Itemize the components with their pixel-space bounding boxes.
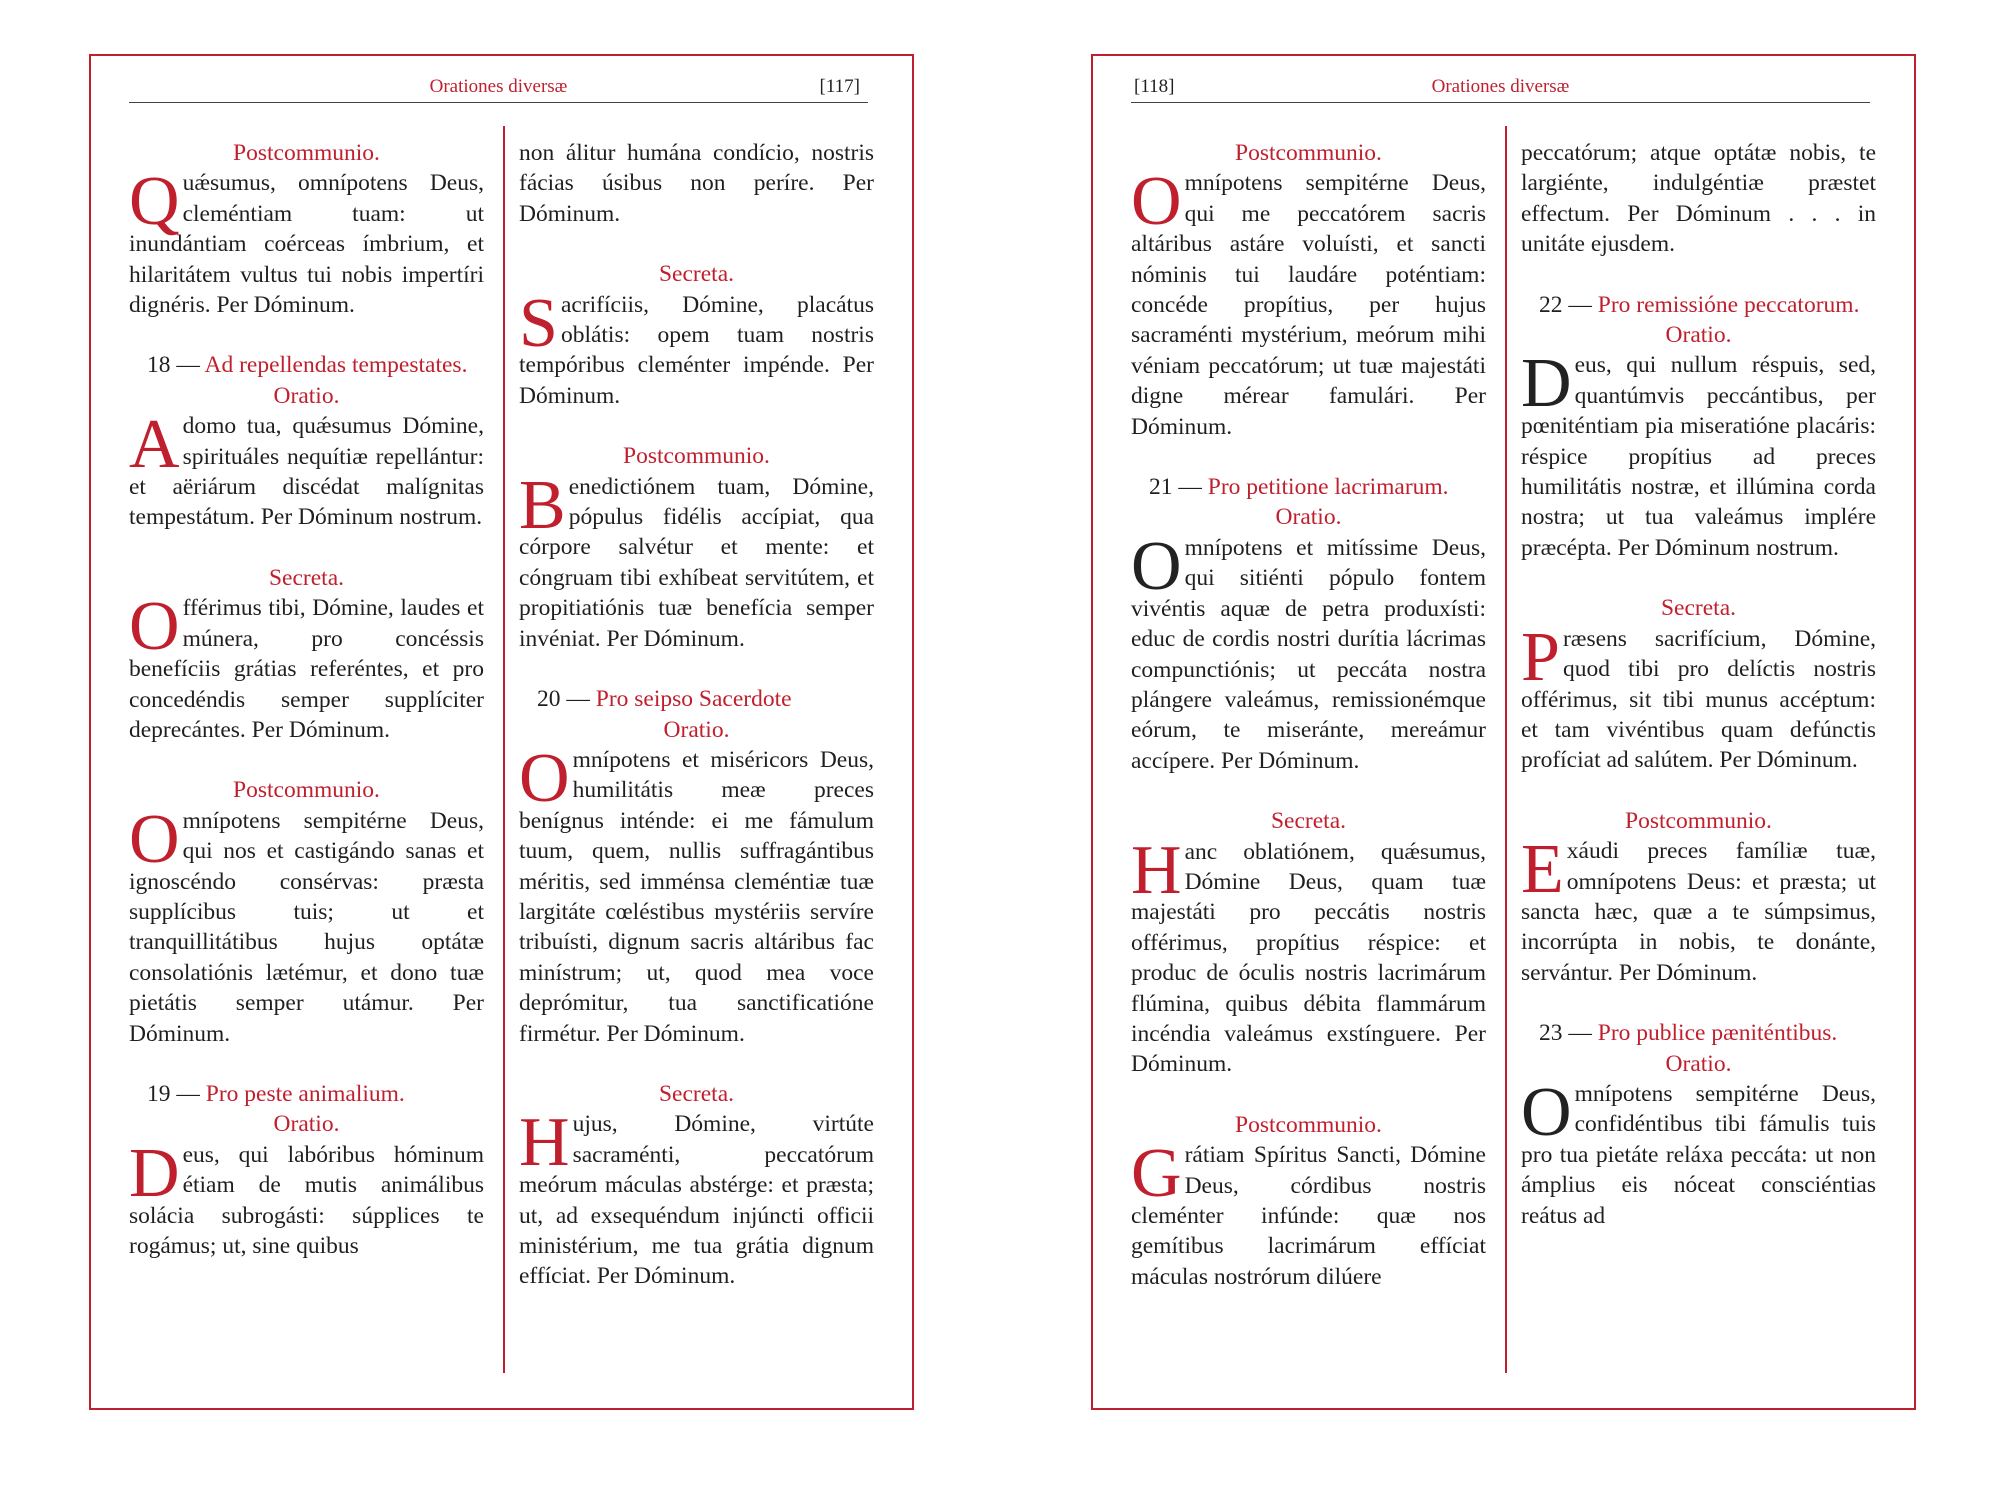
section-heading: Oratio. [273, 1111, 340, 1138]
section-heading: Postcommunio. [233, 140, 380, 166]
prayer-title-text: Pro publice pæniténtibus. [1597, 1020, 1838, 1047]
prayer-text [129, 1134, 484, 1262]
prayer-title-text: Pro petitione lacrimarum. [1207, 474, 1449, 501]
prayer-text [519, 466, 874, 654]
drop-cap-initial: O [129, 800, 180, 878]
prayer-body: mnípotens et miséricors Deus, humilitátis meæ preces benígnus inténde: ei me fámulum tuum, quem, nullis suffragántibus méritis, sed imménsa cleméntiæ tuæ largitáte cœléstibus mystériis servíre tribuísti, dignum sacris altáribus fac minístrum; ut, quod mea voce deprómitur, tua sanctificatióne firmétur. Per Dóminum. [519, 746, 874, 1047]
continued-text: non álitur humána condício, nostris fácias úsibus non períre. Per Dóminum. [519, 140, 874, 227]
prayer-number: 23 — [1539, 1020, 1592, 1047]
section-heading: Postcommunio. [1235, 140, 1382, 166]
drop-cap-initial: D [129, 1134, 180, 1212]
prayer-title-text: Pro seipso Sacerdote [595, 686, 792, 713]
section-heading: Oratio. [663, 716, 730, 743]
section-heading: Oratio. [273, 382, 340, 409]
drop-cap-initial: H [519, 1104, 570, 1182]
text-column-left [1131, 138, 1486, 1373]
prayer-body: mnípotens sempitérne Deus, confidéntibus tibi fámulis tuis pro tua pietáte reláxa peccáta: ut non ámplius eis nóceat consciéntias reátus ad [1521, 1080, 1876, 1229]
drop-cap-initial: O [1131, 527, 1182, 605]
prayer-body: rátiam Spíritus Sancti, Dómine Deus, córdibus nostris cleménter infúnde: quæ nos gemítibus lacrimárum effíciat máculas nostrórum dilúere [1131, 1142, 1486, 1290]
prayer-text [519, 1104, 874, 1291]
prayer-title [1521, 290, 1876, 320]
section-heading: Secreta. [1270, 808, 1347, 835]
prayer-body: anc oblatiónem, quǽsumus, Dómine Deus, quam tuæ majestáti pro peccátis nostris offérimus, propítius réspice: et produc de óculis nostris lacrimárum flúmina, quibus débita flammárum incéndia valeámus exstínguere. Per Dóminum. [1131, 838, 1486, 1078]
section-heading: Oratio. [1665, 322, 1732, 349]
drop-cap-initial: Q [129, 163, 180, 241]
prayer-text [1521, 1073, 1876, 1231]
prayer-body: ræsens sacrifícium, Dómine, quod tibi pro delíctis nostris offérimus, sit tibi munus accéptum: et tam vivéntibus quam defúnctis profíciat ad salútem. Per Dóminum. [1521, 625, 1876, 774]
section-heading: Secreta. [1660, 595, 1737, 622]
drop-cap-initial: A [129, 406, 180, 484]
running-head [129, 70, 868, 103]
text-column-left [129, 138, 484, 1373]
drop-cap-initial: O [129, 588, 180, 666]
continued-text: peccatórum; atque optátæ nobis, te largiénte, indulgéntiæ præstet effectum. Per Dóminum . . . in unitáte ejusdem. [1521, 140, 1876, 258]
drop-cap-initial: G [1131, 1135, 1182, 1213]
section-heading: Postcommunio. [1235, 1111, 1382, 1138]
prayer-text [519, 739, 874, 1049]
prayer-body: uǽsumus, omnípotens Deus, cleméntiam tuam: ut inundántiam coérceas ímbrium, et hilaritátem vultus tui nobis impertíri dignéris. Per Dóminum. [129, 170, 484, 319]
drop-cap-initial: O [1131, 163, 1182, 241]
prayer-title-text: Pro remissióne peccatorum. [1597, 291, 1860, 318]
prayer-title [129, 1079, 484, 1109]
prayer-body: mnípotens sempitérne Deus, qui nos et castigándo sanas et ignoscéndo consérvas: præsta supplícibus tuis; ut et tranquillitátibus hujus optátæ consolatiónis lætémur, et dono tuæ pietátis semper utámur. Per Dóminum. [129, 807, 484, 1047]
prayer-text [129, 800, 484, 1049]
drop-cap-initial: S [519, 284, 558, 362]
prayer-text [129, 163, 484, 320]
section-heading: Oratio. [1665, 1050, 1732, 1077]
prayer-body: domo tua, quǽsumus Dómine, spirituáles nequítiæ repellántur: et aëriárum discédat malígnitas tempestátum. Per Dóminum nostrum. [129, 413, 484, 531]
page-right [1091, 54, 1916, 1410]
drop-cap-initial: O [1521, 1073, 1572, 1151]
prayer-body: fférimus tibi, Dómine, laudes et múnera, pro concéssis benefíciis grátias referéntes, et pro concedéndis semper supplíciter deprecántes. Per Dóminum. [129, 595, 484, 743]
drop-cap-initial: D [1521, 345, 1572, 423]
prayer-title [129, 350, 484, 380]
prayer-body: eus, qui labóribus hóminum étiam de mutis animálibus solácia subrogásti: súpplices te rogámus; ut, sine quibus [129, 1141, 484, 1259]
running-head [1131, 70, 1870, 103]
section-heading: Secreta. [268, 564, 345, 591]
prayer-body: xáudi preces famíliæ tuæ, omnípotens Deus: et præsta; ut sancta hæc, quæ a te súmpsimus, incorrúpta in nobis, te donánte, servántur. Per Dóminum. [1521, 838, 1876, 986]
prayer-text [129, 588, 484, 745]
drop-cap-initial: H [1131, 831, 1182, 909]
prayer-title [519, 684, 874, 714]
prayer-text [1131, 527, 1486, 776]
prayer-number: 19 — [147, 1080, 200, 1107]
prayer-text [1521, 618, 1876, 776]
prayer-number: 21 — [1149, 474, 1202, 501]
prayer-title [1521, 1018, 1876, 1048]
prayer-body: acrifíciis, Dómine, placátus oblátis: opem tuam nostris tempóribus cleménter impénde. Per Dóminum. [519, 291, 874, 409]
running-title: Orationes diversæ [429, 76, 568, 97]
drop-cap-initial: E [1521, 831, 1564, 909]
prayer-title [1131, 472, 1486, 502]
prayer-body: mnípotens et mitíssime Deus, qui sitiénti pópulo fontem vivéntis aquæ de petra produxísti: educ de cordis nostri durítia lácrimas compunctiónis; ut peccáta nostra plángere valeámus, remissionémque eórum, te miseránte, mereámur accípere. Per Dóminum. [1131, 534, 1486, 774]
section-heading: Secreta. [658, 1080, 735, 1107]
drop-cap-initial: B [519, 466, 566, 544]
prayer-body: eus, qui nullum réspuis, sed, quantúmvis peccántibus, per pœniténtiam pia miseratióne placáris: réspice propítius ad preces humilitátis nostræ, et illúmina corda nostra; ut tua valeámus implére præcépta. Per Dóminum nostrum. [1521, 352, 1876, 561]
prayer-title-text: Ad repellendas tempestates. [204, 352, 468, 379]
section-heading: Postcommunio. [623, 443, 770, 470]
prayer-text [1131, 831, 1486, 1080]
prayer-number: 18 — [147, 352, 200, 379]
prayer-title-text: Pro peste animalium. [205, 1080, 405, 1107]
page-left [89, 54, 914, 1410]
section-heading: Oratio. [1275, 504, 1342, 531]
drop-cap-initial: O [519, 739, 570, 817]
prayer-text [1521, 345, 1876, 563]
prayer-body: enedictiónem tuam, Dómine, pópulus fidélis accípiat, qua córpore salvétur et mente: et cóngruam tibi exhíbeat servitútem, et propitiatiónis tuæ benefícia semper invéniat. Per Dóminum. [519, 473, 874, 652]
text-column-right [519, 138, 874, 1373]
prayer-body: ujus, Dómine, virtúte sacraménti, peccatórum meórum máculas abstérge: et præsta; ut, ad exsequéndum injúncti officii ministérium, me tua grátia dignum effíciat. Per Dóminum. [519, 1111, 874, 1290]
drop-cap-initial: P [1521, 618, 1560, 696]
section-heading: Secreta. [658, 261, 735, 288]
prayer-number: 22 — [1539, 291, 1592, 318]
prayer-text [129, 406, 484, 533]
column-divider [1505, 126, 1507, 1373]
prayer-text [1131, 1135, 1486, 1292]
page-number: [117] [819, 76, 860, 97]
section-heading: Postcommunio. [1625, 807, 1772, 834]
page-number: [118] [1134, 76, 1175, 97]
prayer-number: 20 — [537, 686, 590, 713]
prayer-body: mnípotens sempitérne Deus, qui me peccatórem sacris altáribus astáre voluísti, et sancti nóminis tui laudáre poténtiam: concéde propítius, per hujus sacraménti mystérium, meórum mihi véniam peccatórum; ut tuæ majestáti digne mérear famulári. Per Dóminum. [1131, 170, 1486, 440]
text-column-right [1521, 138, 1876, 1373]
column-divider [503, 126, 505, 1373]
prayer-text [1521, 831, 1876, 988]
section-heading: Postcommunio. [233, 777, 380, 804]
running-title: Orationes diversæ [1431, 76, 1570, 97]
prayer-text [519, 284, 874, 412]
prayer-text [1131, 163, 1486, 442]
